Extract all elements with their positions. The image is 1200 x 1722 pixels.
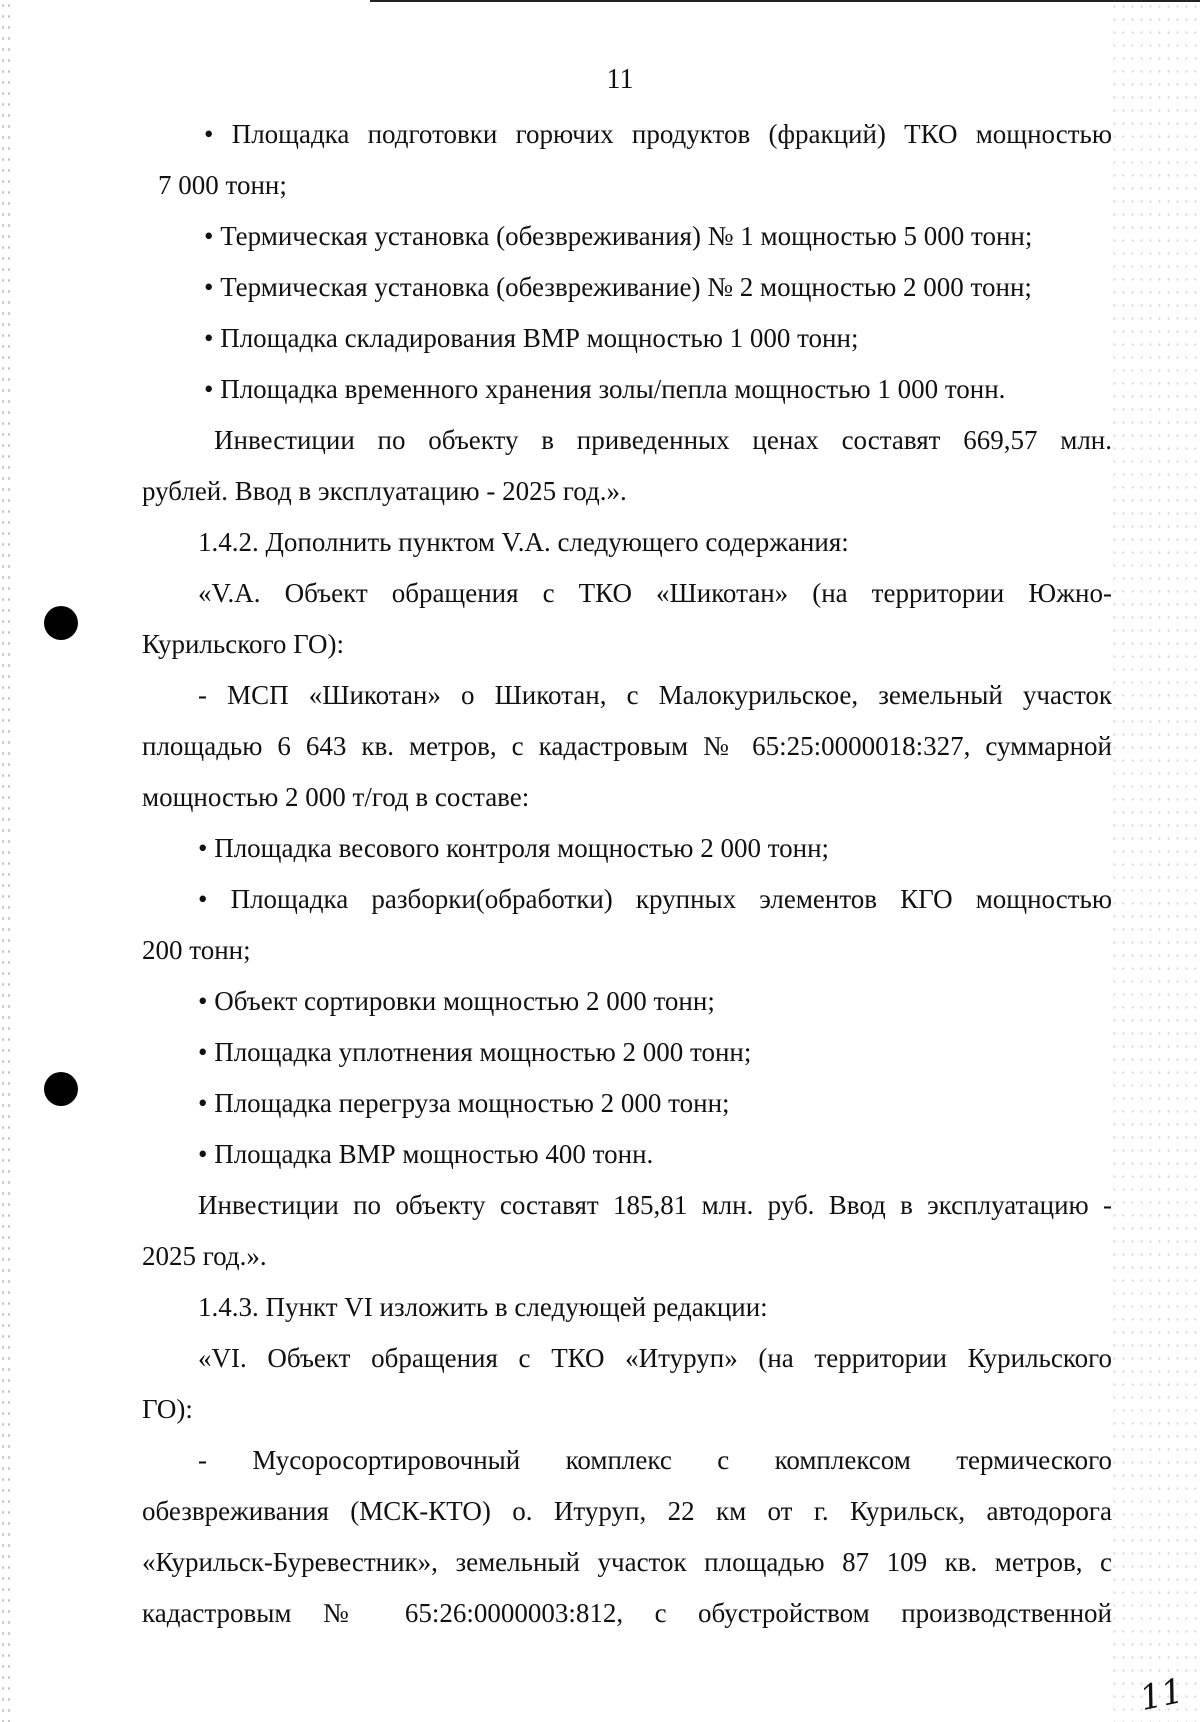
text-line: • Площадка уплотнения мощностью 2 000 тонн; [198,1037,752,1067]
punch-hole-upper [44,606,78,640]
text-line: «Курильск-Буревестник», земельный участок площадью 87 109 кв. метров, с [142,1547,1112,1577]
text-line: Курильского ГО): [142,629,345,659]
text-line: • Термическая установка (обезвреживание) № 2 мощностью 2 000 тонн; [204,272,1032,302]
text-line: • Площадка подготовки горючих продуктов (фракций) ТКО мощностью [204,119,1112,149]
top-rule [370,0,1200,2]
text-line: 2025 год.». [142,1241,267,1271]
text-line: • Площадка складирования ВМР мощностью 1 000 тонн; [204,323,859,353]
text-line: - Мусоросортировочный комплекс с комплексом термического [198,1445,1112,1475]
text-line: 200 тонн; [142,935,251,965]
text-line: обезвреживания (МСК-КТО) о. Итуруп, 22 км от г. Курильск, автодорога [142,1496,1112,1526]
scan-edge-noise-left [0,0,14,1722]
text-line: площадью 6 643 кв. метров, с кадастровым № 65:25:0000018:327, суммарной [142,731,1112,761]
text-line: Инвестиции по объекту в приведенных ценах составят 669,57 млн. [214,425,1112,455]
text-line: • Площадка временного хранения золы/пепла мощностью 1 000 тонн. [204,374,1006,404]
text-line: - МСП «Шикотан» о Шикотан, с Малокурильское, земельный участок [198,680,1112,710]
text-line: 1.4.2. Дополнить пунктом V.A. следующего содержания: [198,527,849,557]
scan-edge-noise-right [1110,0,1200,1722]
document-body [142,109,1112,1639]
text-line: • Площадка разборки(обработки) крупных элементов КГО мощностью [198,884,1112,914]
text-line: • Площадка перегруза мощностью 2 000 тонн; [198,1088,730,1118]
text-line: • Термическая установка (обезвреживания) № 1 мощностью 5 000 тонн; [204,221,1033,251]
text-line: • Площадка весового контроля мощностью 2 000 тонн; [198,833,830,863]
page-number: 11 [606,64,634,95]
text-line: «V.A. Объект обращения с ТКО «Шикотан» (на территории Южно- [198,578,1112,608]
handwritten-page-mark: 11 [1136,1670,1187,1720]
punch-hole-lower [44,1072,78,1106]
text-line: мощностью 2 000 т/год в составе: [142,782,530,812]
text-line: 1.4.3. Пункт VI изложить в следующей редакции: [198,1292,768,1322]
text-line: рублей. Ввод в эксплуатацию - 2025 год.». [142,476,627,506]
text-line: • Объект сортировки мощностью 2 000 тонн; [198,986,715,1016]
text-line: «VI. Объект обращения с ТКО «Итуруп» (на территории Курильского [198,1343,1112,1373]
text-line: 7 000 тонн; [158,170,287,200]
text-line: ГО): [142,1394,193,1424]
text-line: • Площадка ВМР мощностью 400 тонн. [198,1139,654,1169]
text-line: Инвестиции по объекту составят 185,81 млн. руб. Ввод в эксплуатацию - [198,1190,1112,1220]
text-line: кадастровым № 65:26:0000003:812, с обустройством производственной [142,1598,1112,1628]
